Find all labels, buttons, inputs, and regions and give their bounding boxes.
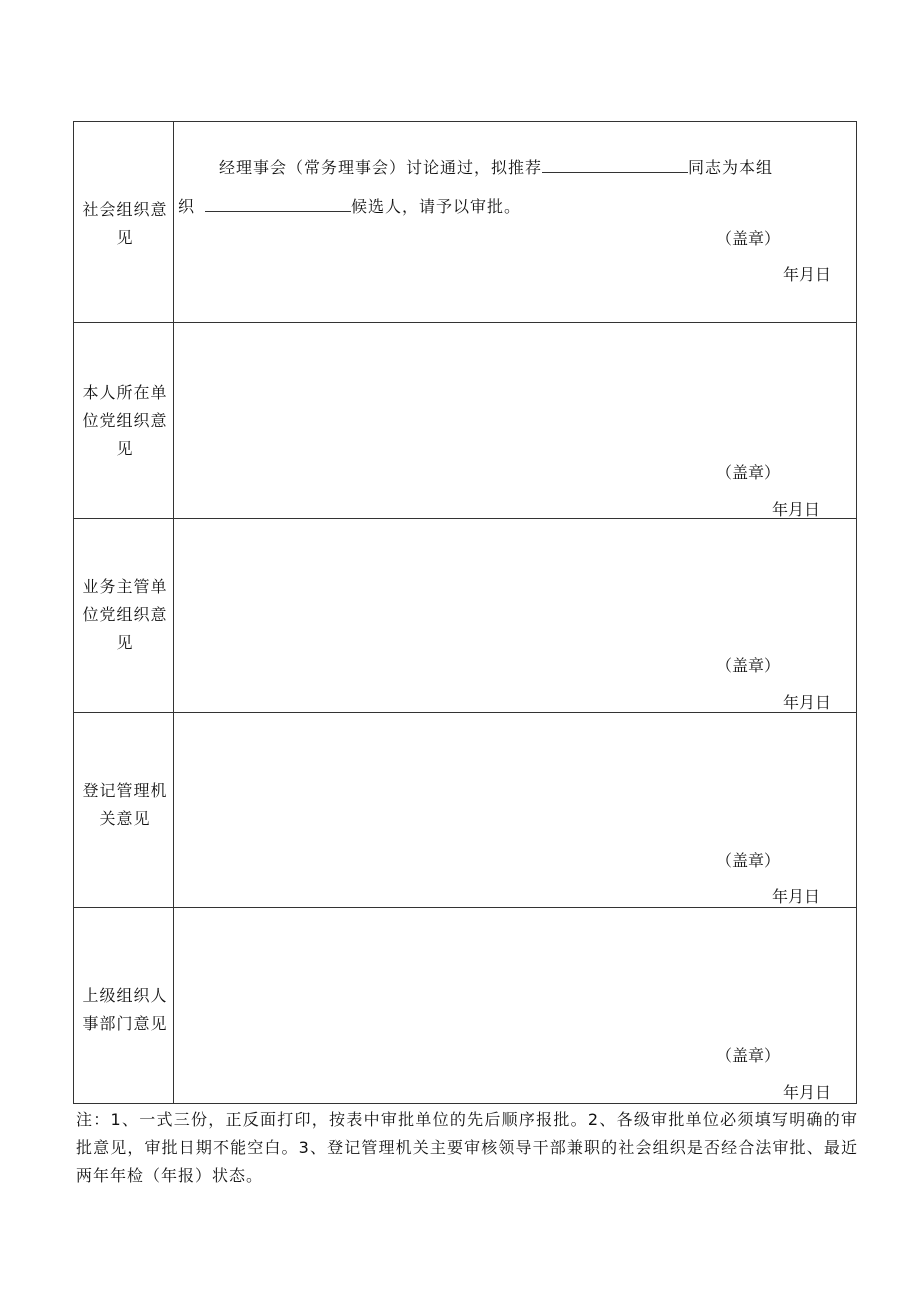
row-label-line: 见 [116, 633, 134, 652]
row-label-line: 位党组织意 [82, 411, 168, 430]
form-row-registration-authority [74, 713, 856, 908]
row-content-cell[interactable] [174, 519, 856, 712]
row-label-cell [74, 519, 174, 712]
sentence-text: 经理事会（常务理事会）讨论通过，拟推荐 [219, 158, 543, 177]
row-label-cell [74, 713, 174, 907]
approval-form-table [73, 121, 857, 1104]
position-blank[interactable] [205, 197, 351, 212]
stamp-label: （盖章） [716, 463, 781, 482]
row-label-line: 关意见 [99, 809, 151, 828]
nominee-name-blank[interactable] [542, 158, 688, 173]
date-label: 年月日 [772, 887, 821, 906]
row-label-line: 本人所在单 [82, 383, 168, 402]
sentence-text: 织 [178, 197, 196, 216]
row-label [78, 379, 172, 463]
stamp-label: （盖章） [716, 1046, 781, 1065]
stamp-label: （盖章） [716, 229, 781, 248]
row-content-cell[interactable] [174, 323, 856, 518]
row-label-line: 位党组织意 [82, 605, 168, 624]
row-label [78, 573, 172, 657]
row-label-cell [74, 908, 174, 1103]
row-label-cell [74, 323, 174, 518]
date-label: 年月日 [772, 500, 821, 519]
recommend-sentence-line1 [219, 155, 773, 178]
form-row-supervisor-party [74, 519, 856, 713]
row-label-cell [74, 122, 174, 322]
row-label [78, 982, 172, 1038]
date-label: 年月日 [783, 1083, 832, 1102]
row-label-line: 登记管理机 [82, 781, 168, 800]
row-label-line: 见 [116, 439, 134, 458]
row-label [78, 196, 172, 252]
row-label-line: 事部门意见 [82, 1014, 168, 1033]
row-label-line: 见 [116, 228, 134, 247]
row-content-cell[interactable] [174, 122, 856, 322]
date-label: 年月日 [783, 693, 832, 712]
stamp-label: （盖章） [716, 851, 781, 870]
row-label [78, 777, 172, 833]
row-label-line: 上级组织人 [82, 986, 168, 1005]
form-row-superior-personnel [74, 908, 856, 1103]
footnote: 注：1、一式三份，正反面打印，按表中审批单位的先后顺序报批。2、各级审批单位必须填写明确的审批意见，审批日期不能空白。3、登记管理机关主要审核领导干部兼职的社会组织是否经合法审批、最近两年年检（年报）状态。 [76, 1110, 858, 1185]
row-content-cell[interactable] [174, 908, 856, 1103]
stamp-label: （盖章） [716, 656, 781, 675]
sentence-text: 同志为本组 [688, 158, 774, 177]
form-row-own-unit-party [74, 323, 856, 519]
row-content-cell[interactable] [174, 713, 856, 907]
recommend-sentence-line2 [178, 194, 521, 217]
form-row-social-org [74, 122, 856, 323]
row-label-line: 业务主管单 [82, 577, 168, 596]
row-label-line: 社会组织意 [82, 200, 168, 219]
date-label: 年月日 [783, 265, 832, 284]
sentence-text: 候选人，请予以审批。 [351, 197, 522, 216]
